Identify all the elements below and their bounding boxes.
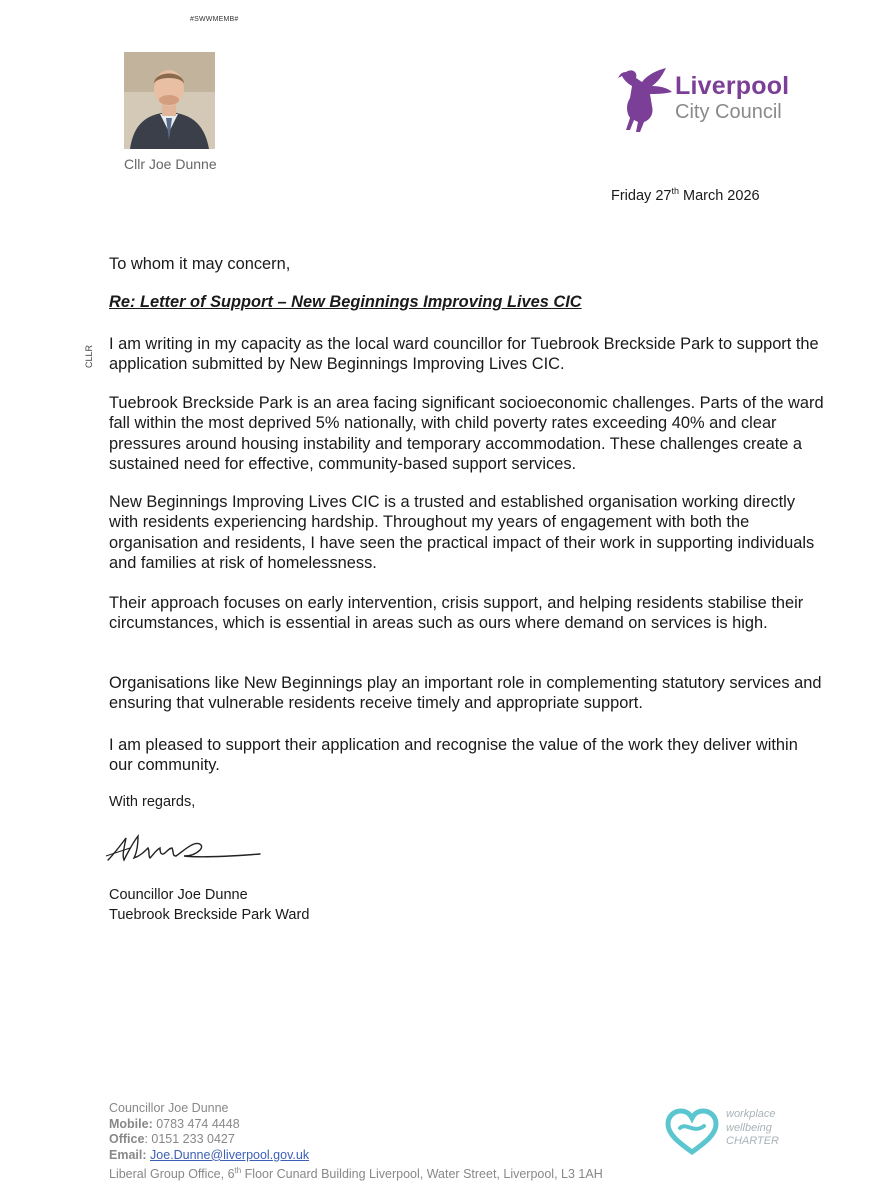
- document-code: #SWWMEMB#: [190, 16, 239, 23]
- heart-icon: [664, 1108, 720, 1156]
- footer-contact: [109, 1101, 603, 1183]
- signatory-ward: Tuebrook Breckside Park Ward: [109, 907, 310, 923]
- signature: [104, 826, 264, 868]
- footer-address: Liberal Group Office, 6th Floor Cunard Building Liverpool, Water Street, Liverpool, L3 1AH: [109, 1166, 603, 1182]
- paragraph: New Beginnings Improving Lives CIC is a trusted and established organisation working directly with residents experiencing hardship. Throughout my years of engagement with both the organisation and residents, I have seen the practical impact of their work in supporting individuals and families at risk of homelessness.: [109, 493, 815, 573]
- footer-name: Councillor Joe Dunne: [109, 1101, 229, 1115]
- subject-line: Re: Letter of Support – New Beginnings Improving Lives CIC: [109, 293, 582, 311]
- paragraph: Tuebrook Breckside Park is an area facing significant socioeconomic challenges. Parts of the ward fall within the most deprived 5% nationally, with child poverty rates exceeding 40% and clear pressures around housing instability and temporary accommodation. These challenges create a sustained need for effective, community-based support services.: [109, 394, 824, 474]
- liverpool-city-council-logo: [618, 66, 818, 138]
- side-label: CLLR: [84, 345, 94, 369]
- salutation: To whom it may concern,: [109, 255, 291, 273]
- photo-caption: Cllr Joe Dunne: [124, 156, 217, 172]
- liver-bird-icon: [618, 66, 674, 136]
- paragraph: Organisations like New Beginnings play an important role in complementing statutory services and ensuring that vulnerable residents receive timely and appropriate support.: [109, 674, 822, 713]
- signatory-name: Councillor Joe Dunne: [109, 887, 248, 903]
- paragraph: Their approach focuses on early intervention, crisis support, and helping residents stabilise their circumstances, which is essential in areas such as ours where demand on services is high.: [109, 594, 804, 633]
- paragraph: I am writing in my capacity as the local ward councillor for Tuebrook Breckside Park to support the application submitted by New Beginnings Improving Lives CIC.: [109, 335, 819, 374]
- logo-text-city-council: City Council: [675, 101, 782, 123]
- closing: With regards,: [109, 794, 196, 810]
- email-link[interactable]: Joe.Dunne@liverpool.gov.uk: [150, 1147, 310, 1162]
- paragraph: I am pleased to support their application and recognise the value of the work they deliver within our community.: [109, 736, 798, 775]
- signatory-block: [109, 885, 309, 925]
- councillor-photo: [124, 52, 215, 149]
- logo-text-liverpool: Liverpool: [675, 72, 790, 100]
- footer-office: Office: 0151 233 0427: [109, 1132, 235, 1147]
- letter-date: Friday 27th March 2026: [611, 186, 760, 204]
- charter-text: workplace wellbeing CHARTER: [726, 1108, 779, 1147]
- footer-email: Email: Joe.Dunne@liverpool.gov.uk: [109, 1147, 310, 1162]
- wellbeing-charter-logo: [664, 1108, 794, 1156]
- footer-mobile: Mobile: 0783 474 4448: [109, 1116, 240, 1131]
